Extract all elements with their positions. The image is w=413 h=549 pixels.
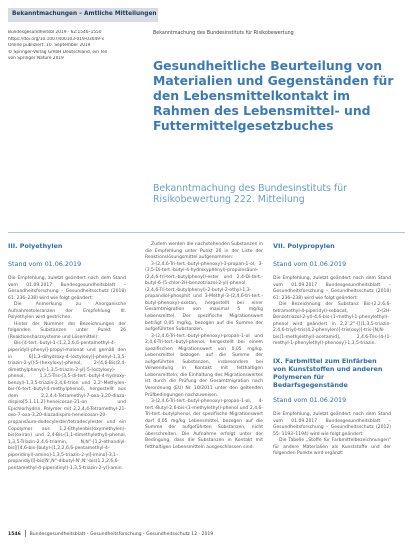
meta-copyright: © Springer-Verlag GmbH Deutschland, ein Teil — [8, 49, 108, 55]
paragraph: Die Tabelle „Stoffe für Farbmittelbezeichnungen“ für andere Materialien als Kunststoffe und der folgenden Punkte wird ergänzt: — [273, 438, 391, 457]
meta-published: Online publiziert: 10. September 2019 — [8, 43, 91, 49]
body-text — [273, 412, 391, 458]
paragraph: 3-(2,4,6-Tri-tert.-butyl-phenoxy)-propan-1-ol, 4-tert.-Butyl-2,6-bis-(1-methylethyl)-phenol und 2,4,6-Tri-tert.-butylphenol, der spezifische Migrationswert darf 0,05 mg/kg Lebensmittel, bezogen auf die Summe der aufgeführten Substanzen, nicht überschreiten. Die Aufnahme erfolgt unter der Bedingung, dass die Substanzen in Kontakt mit fetthaltigen Lebensmitteln ausgeschlossen sind. — [145, 399, 263, 450]
column-left — [8, 242, 126, 472]
section-heading-polyethylen: III. Polyethylen — [8, 242, 63, 250]
paragraph: Die Empfehlung, zuletzt geändert nach dem Stand vom 01.09.2017 Bundesgesundheitsblatt – Gesundheitsforschung – Gesundheitsschutz (2018) 61: 236–238) wird wie folgt geändert: — [8, 276, 126, 301]
column-middle — [145, 242, 263, 452]
section-heading-polypropylen: VII. Polypropylen — [273, 242, 335, 250]
article-subtitle: Bekanntmachung des Bundesinstituts für Risikobewertung 222. Mitteilung — [153, 183, 348, 206]
column-right — [273, 242, 391, 458]
header-divider — [8, 232, 405, 233]
paragraph: Die Empfehlung, zuletzt geändert nach dem Stand vom 01.09.2017 Bundesgesundheitsblatt – Gesundheitsforschung – Gesundheitsschutz (2018) 61: 236–238) wird wie folgt geändert: — [273, 276, 391, 301]
paragraph: Die Bezeichnung der Substanz Bis-(2,2,6,6-tetramethyl-4-piperidyl)-sebacat, 2-(2H-Benzotriazol-2-yl)-4,6-bis-(1-methyl-1-phenylethyl)-phenol wird geändert in 2,2',2''-[[(1,3,5-triazin-2,4,6-triyl)-tris(4,2-phenylen)]-tris(oxy)]-tris-[N,N-bis(1-methylethyl)-acetamid], 2,4,6-Tris-[4-(1-methyl-1-phenylethyl)-phenoxy]-1,3,5-triazin. — [273, 302, 391, 347]
running-head: Bekanntmachung des Bundesinstituts für Risikobewertung — [153, 31, 294, 36]
body-text — [273, 276, 391, 348]
page-footer — [8, 530, 213, 537]
body-text — [145, 242, 263, 452]
paragraph: 3-(2,4,6-Tri-tert.-butyl-phenoxy)-1-propan-1-ol, 3-(3,5-Di-tert.-butyl-4-hydroxyphenyl)-propionsäure-(2,4,6-tri-tert.-butylphenyl)-ester und 2,4-Di-tert.-butyl-6-(5-chlor-2H-benzotriazol-2-yl)-phenol, (2,4,6-Tri-tert.-butylphenyl)-2-butyl-2-ethyl-1,3-propandiol-phosphit und 3-Methyl-3-(2,4,6-tri-tert.-butyl-phenoxy)-oxetan, hergestellt bei einer Gesamtmigration von maximal 5 mg/kg Lebensmittel. Der spezifische Migrationswert beträgt 0,05 mg/kg, bezogen auf die Summe der aufgeführten Substanzen. — [145, 261, 263, 333]
section-date: Stand vom 01.06.2019 — [273, 396, 347, 405]
section-date: Stand vom 01.06.2019 — [273, 260, 347, 268]
paragraph: Zudem werden die nachstehenden Substanzen in die Empfehlung unter Punkt 26 in der Liste der Reaktionslösungsmittel aufgenommen: — [145, 242, 263, 261]
paragraph: Die Empfehlung, zuletzt geändert nach dem Stand vom 01.09.2017 Bundesgesundheitsblatt – Gesundheitsforschung – Gesundheitsschutz (2012) 55: 1193–1194) wird wie folgt geändert: — [273, 412, 391, 437]
body-text — [8, 276, 126, 472]
paragraph: Die Anmerkung zu Anorganische Aufnahmetoleranzen der Empfehlung III. Polyethylen wird gestrichen. — [8, 302, 126, 321]
paragraph: Hinter der Nummer der Bezeichnungen der folgenden Substanzen unter Punkt 26 (Reaktionsharzsysteme und Lösemittel): — [8, 321, 126, 340]
meta-citation: Bundesgesundheitsbl 2019 · 62:1546–1550 — [8, 30, 102, 35]
meta-copyright-cont: von Springer Nature 2019 — [8, 56, 64, 62]
section-heading-farbmittel: IX. Farbmittel zum Einfärben von Kunststoffen und anderen Polymeren für Bedarfsgegenstände — [273, 357, 383, 390]
journal-name: Bundesgesundheitsblatt - Gesundheitsforschung - Gesundheitsschutz 12 · 2019 — [29, 532, 214, 537]
article-title: Gesundheitliche Beurteilung von Materialien und Gegenständen für den Lebensmittelkontakt im Rahmen des Lebensmittel- und Futtermittelgesetzbuches — [153, 58, 394, 133]
page-number: 1546 — [8, 532, 21, 537]
paragraph: Bis-[4-tert.-butyl-1-(1,2,2,6,6-pentamethyl-4-piperidyl)-phenyl]-propyl-malonat und gemäß den in 6[1,3-dihydroxy-4-(octyloxy)]-phenyl-1,3,5-triazin-2-yl]-5-(hexyloxy)-phenol, 2-[4,6-Bis(2,4-dimethylphenyl)-1,3,5-triazin-2-yl]-5-(octyloxy)-phenol, 1,3,5-Tris-(3,5-di-tert.-butyl-4-hydroxy-benzyl)-1,3,5-triazin-2,4,6-trion und 2,2'-Methylen-bis-(6-tert.-butyl-4-methylphenol), hergestellt aus dem 2,2,4,4-Tetramethyl-7-oxa-3,20-diaza-dispiro[5.1.11.2]-heneicosan-21-on und Epichlorhydrin, Polymer mit 2,2,4,4-Tetramethyl-21-oxo-7-oxa-3,20-diazadispiro-heneicosan-20-propansäure-dodecylester/tetradecylester und ein Copolymer aus 1,2-Ethylenbis(oxymethylen)-bis(oxiran) und 2,4-Bis-(1,1-dimethylethyl)-phenol, 1,3,5-Triazin-2,4,6-triamin, N,N''-[1,2-ethandiyl-bis[[[4,6-bis-[butyl-(1,2,2,6,6-pentamethyl-4-piperidinyl)-amino]-1,3,5-triazin-2-yl]-imino]-3,1-propandiyl]]-bis[N',N''-dibutyl-N',N''-bis(1,2,2,6,6-pentamethyl-4-piperidinyl)-1,3,5-triazin-2-yl]-amin. — [8, 341, 126, 471]
section-tag: Bekanntmachungen – Amtliche Mitteilungen — [8, 8, 158, 22]
paragraph: 3-(2,4,6-Tri-tert.-butyl-phenoxy)-propan-1-ol und 2,4,6-Tri-tert.-butyl-phenol, hergestellt bei einem spezifischen Migrationswert von 0,05 mg/kg. Lebensmittel bezogen auf die Summe der aufgeführten Substanzen, insbesondere bei Verwendung in Kontakt mit fetthaltigen Lebensmitteln; die Einhaltung des Migrationswertes ist durch die Prüfung der Gesamtmigration nach Verordnung (EU) Nr. 10/2011 unter den geltenden Prüfbedingungen nachzuweisen. — [145, 333, 263, 398]
article-meta — [8, 30, 128, 63]
footer-separator — [25, 530, 26, 537]
meta-doi[interactable]: https://doi.org/10.1007/s00103-019-03049-x — [8, 36, 105, 42]
section-date: Stand vom 01.06.2019 — [8, 260, 82, 268]
